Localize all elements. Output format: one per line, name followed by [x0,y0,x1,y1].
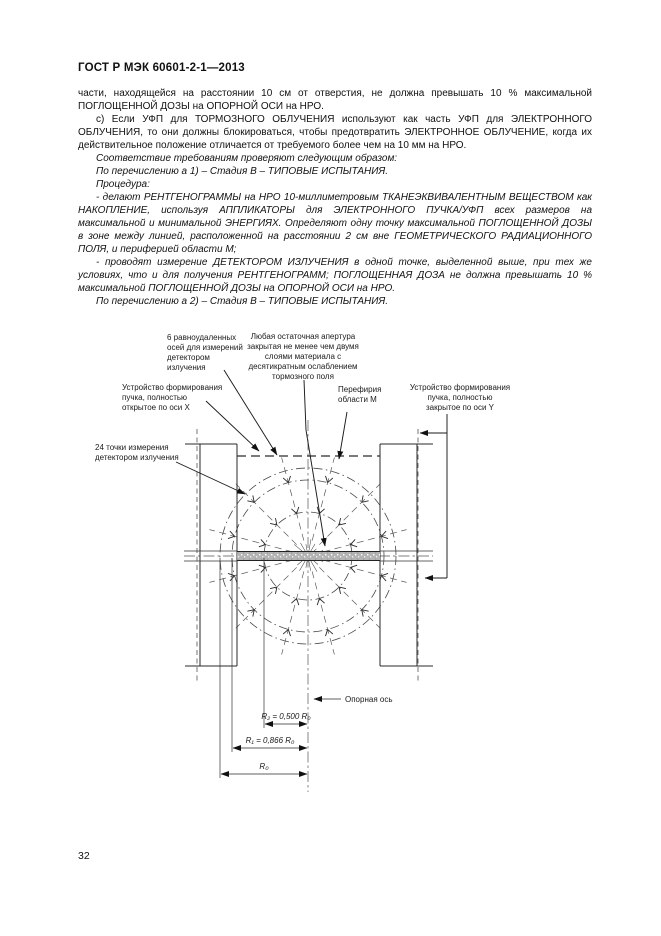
extension-lines [220,558,264,778]
paragraph: с) Если УФП для ТОРМОЗНОГО ОБЛУЧЕНИЯ используют как часть УФП для ЭЛЕКТРОННОГО ОБЛУЧЕНИЯ, то они должны блокироваться, чтобы предотвратить ЭЛЕКТРОННОЕ ОБЛУЧЕНИЕ, когда их действительное положение отличается от требуемого более чем на 10 мм на НРО. [78,114,592,151]
paragraph: По перечислению а 2) – Стадия В – ТИПОВЫЕ ИСПЫТАНИЯ. [96,296,389,307]
label-dim-r2: R₂ = 0,500 R₀ [261,712,311,721]
label-bfd-y: Устройство формирования [409,383,511,392]
paragraph: Соответствие требованиям проверяют следующим образом: [96,153,398,164]
leader-arrows [176,370,447,578]
paragraph: - проводят измерение ДЕТЕКТОРОМ ИЗЛУЧЕНИЯ в одной точке, выделенной выше, при тех же условиях, что и для получения РЕНТГЕНОГРАММ; ПОГЛОЩЕННАЯ ДОЗА не должна превышать 10 % максимальной ПОГЛОЩЕННОЙ ДОЗЫ на ОПОРНОЙ ОСИ на НРО. [78,257,592,294]
svg-text:детектором излучения: детектором излучения [95,453,179,462]
svg-text:тормозного поля: тормозного поля [272,372,334,381]
svg-text:открытое по оси X: открытое по оси X [122,403,190,412]
radiation-field-diagram [0,318,661,800]
leader-axes6 [224,370,277,455]
label-aperture: Любая остаточная апертура [250,332,356,341]
leader-periphery [339,412,347,459]
document-header: ГОСТ Р МЭК 60601-2-1—2013 [78,62,245,74]
label-reference-axis: Опорная ось [345,695,393,704]
label-periphery: Перефирия [338,385,382,394]
svg-text:закрытое по оси Y: закрытое по оси Y [426,403,494,412]
svg-text:закрытая не менее чем двумя: закрытая не менее чем двумя [247,342,359,351]
paragraph: Процедура: [96,179,150,190]
leader-aperture-1 [304,380,306,430]
page-number: 32 [78,850,90,862]
axis-lines [184,420,433,792]
figure-region [0,318,661,800]
label-dim-r0: R₀ [259,762,269,771]
svg-text:слоями материала с: слоями материала с [264,352,342,361]
label-bfd-x: Устройство формирования [122,383,223,392]
svg-text:десятикратным ослаблением: десятикратным ослаблением [248,362,358,371]
label-points24: 24 точки измерения [95,443,169,452]
label-dim-r1: R₁ = 0,866 R₀ [245,736,295,745]
paragraph: части, находящейся на расстоянии 10 см от отверстия, не должна превышать 10 % максимальной ПОГЛОЩЕННОЙ ДОЗЫ на ОПОРНОЙ ОСИ на НРО. [78,88,592,112]
svg-text:пучка, полностью: пучка, полностью [122,393,188,402]
paragraph: - делают РЕНТГЕНОГРАММЫ на НРО 10-миллиметровым ТКАНЕЭКВИВАЛЕНТНЫМ ВЕЩЕСТВОМ как НАКОПЛЕНИЕ, используя АППЛИКАТОРЫ для ЭЛЕКТРОННОГО ПУЧКА/УФП всех размеров на максимальной и минимальной ЭНЕРГИЯХ. Определяют одну точку максимальной ПОГЛОЩЕННОЙ ДОЗЫ в зоне между линией, расположенной на расстоянии 2 см вне ГЕОМЕТРИЧЕСКОГО РАДИАЦИОННОГО ПОЛЯ, и периферией области М; [78,192,592,255]
label-axes6: 6 равноудаленных [167,333,237,342]
svg-text:осей для измерений: осей для измерений [167,343,243,352]
leader-points24 [176,462,245,494]
svg-text:излучения: излучения [167,363,206,372]
svg-text:области М: области М [338,395,377,404]
svg-text:пучка, полностью: пучка, полностью [427,393,493,402]
paragraph: По перечислению а 1) – Стадия В – ТИПОВЫЕ ИСПЫТАНИЯ. [96,166,389,177]
body-text [78,87,592,308]
svg-text:детектором: детектором [167,353,210,362]
